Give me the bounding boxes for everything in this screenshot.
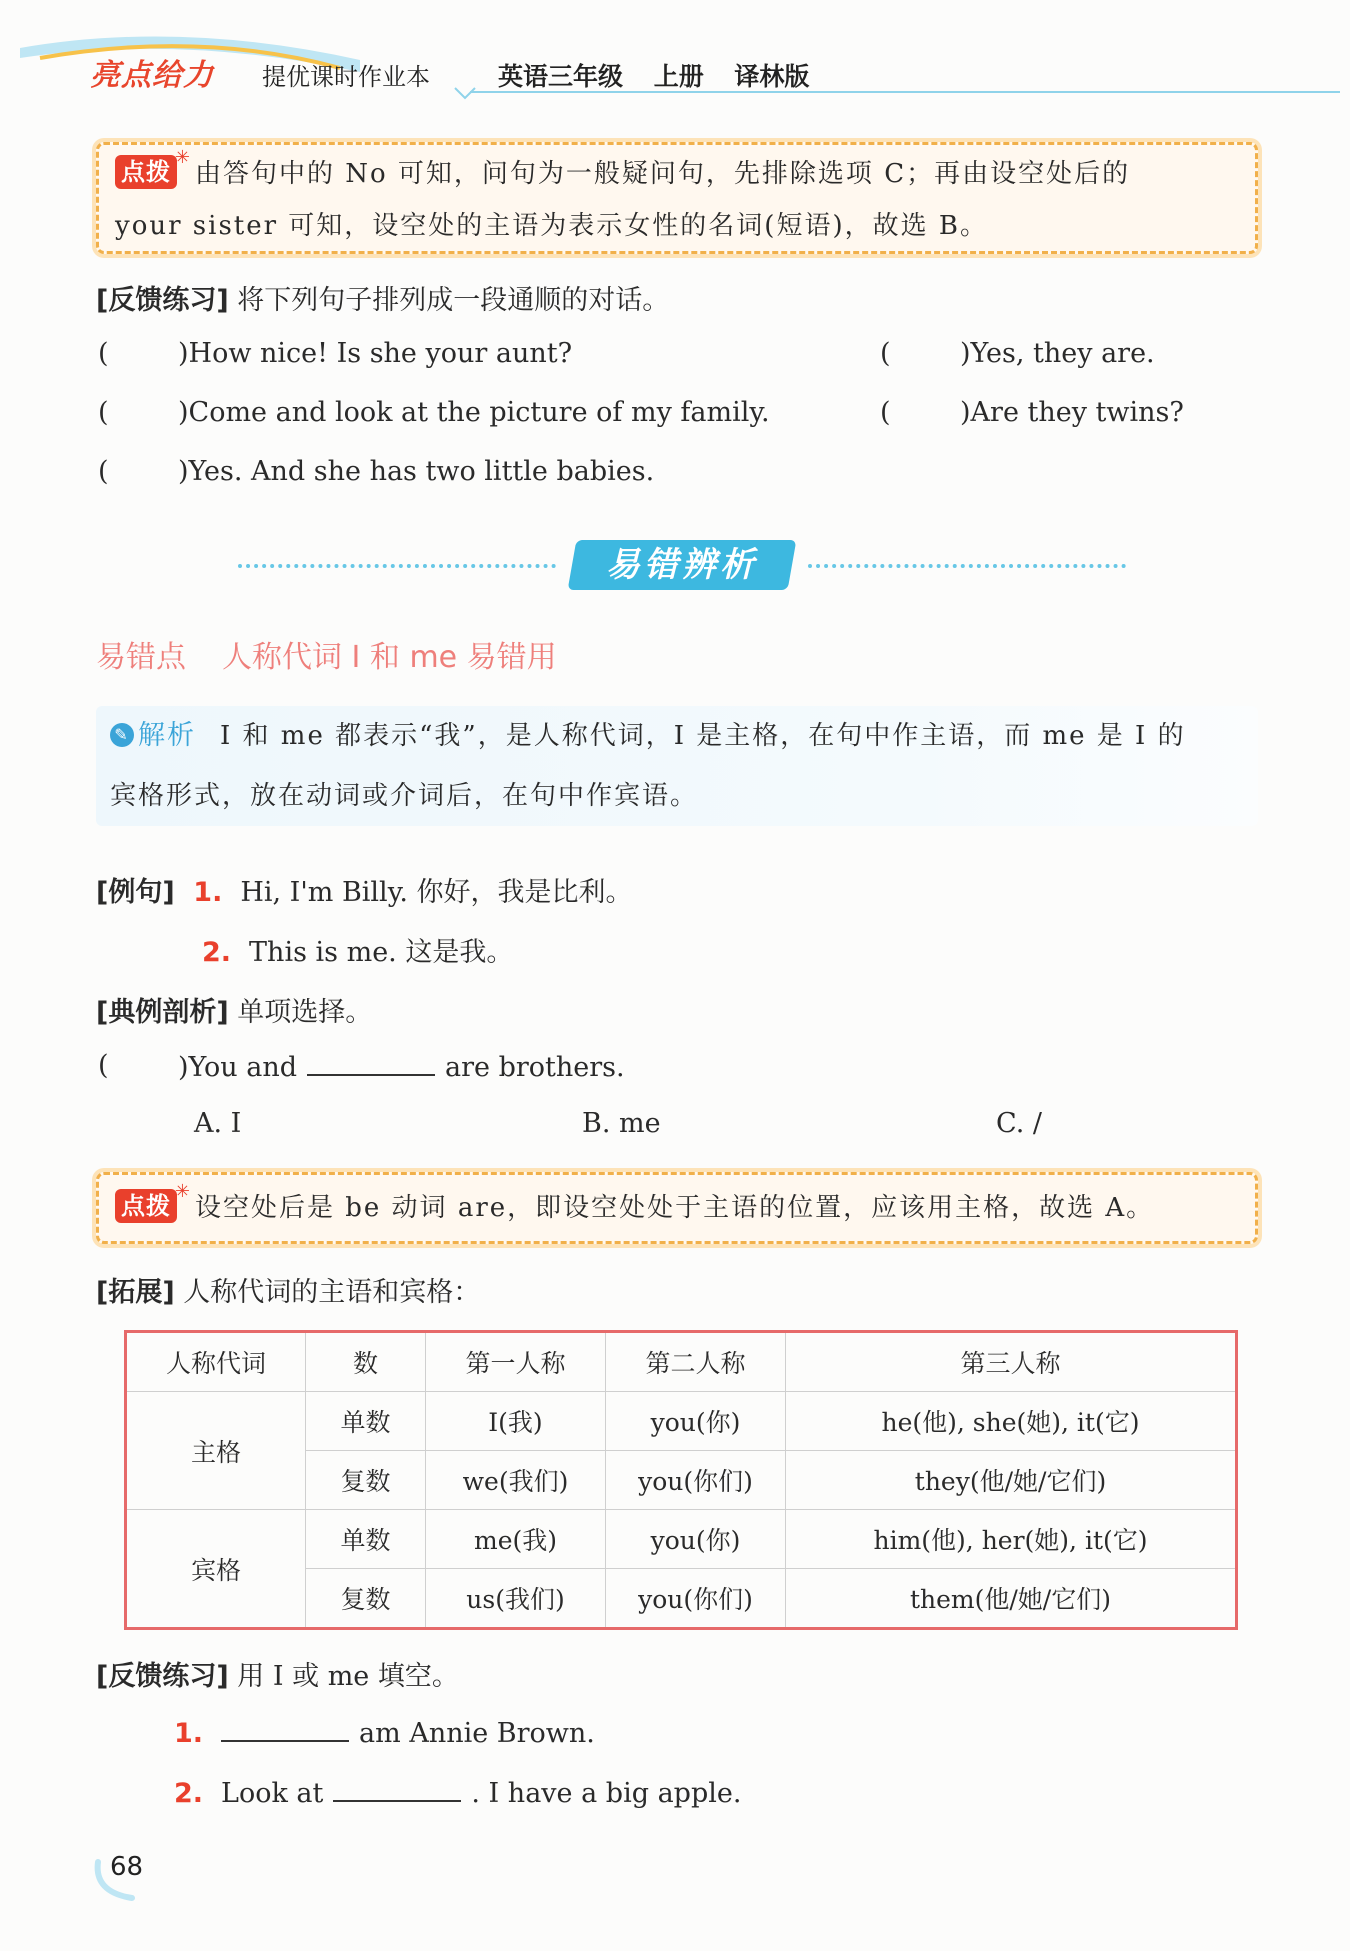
dialogue-item-5: )Yes. And she has two little babies.	[178, 456, 655, 487]
question-text-post: are brothers.	[445, 1052, 625, 1083]
example-text: This is me. 这是我。	[249, 937, 514, 968]
table-cell: I(我)	[426, 1392, 606, 1451]
error-point-title	[96, 632, 557, 676]
practice-2-heading	[96, 1654, 459, 1693]
table-header: 第三人称	[786, 1332, 1237, 1392]
analysis-text-2: 宾格形式，放在动词或介词后，在句中作宾语。	[110, 781, 699, 811]
item-number: 2.	[174, 1778, 204, 1809]
dialogue-item-2: )Yes, they are.	[960, 338, 1155, 369]
table-cell: you(你)	[606, 1392, 786, 1451]
typical-instruction: 单项选择。	[237, 997, 373, 1028]
header-subtitle: 提优课时作业本	[262, 63, 430, 91]
practice-1-heading	[96, 278, 669, 317]
answer-paren: (	[880, 338, 891, 369]
answer-paren: (	[98, 1050, 109, 1081]
answer-paren: (	[98, 397, 109, 428]
fill-text-post: am Annie Brown.	[359, 1718, 595, 1749]
tip-badge-label: 点拨	[121, 1192, 171, 1220]
table-cell: them(他/她/它们)	[786, 1569, 1237, 1629]
example-1	[96, 870, 633, 909]
example-number: 1.	[193, 877, 223, 908]
tip-badge	[115, 147, 191, 189]
table-cell: he(他), she(她), it(它)	[786, 1392, 1237, 1451]
practice-1-instruction: 将下列句子排列成一段通顺的对话。	[237, 285, 670, 316]
extension-text: 人称代词的主语和宾格：	[183, 1277, 481, 1308]
option-a: A. I	[194, 1108, 242, 1139]
dialogue-item-4: )Are they twins?	[960, 397, 1184, 428]
analysis-box	[96, 706, 1258, 826]
extension-tag: [拓展]	[96, 1277, 175, 1308]
answer-blank[interactable]	[221, 1716, 349, 1742]
analysis-label	[110, 720, 196, 751]
table-cell: us(我们)	[426, 1569, 606, 1629]
tip-box-1	[96, 142, 1258, 254]
extension-heading	[96, 1270, 480, 1309]
tip-badge	[115, 1181, 191, 1223]
table-header: 人称代词	[126, 1332, 306, 1392]
practice-1-tag: [反馈练习]	[96, 285, 229, 316]
table-row	[126, 1392, 1237, 1451]
tip-2-text: 设空处后是 be 动词 are，即设空处处于主语的位置，应该用主格，故选 A。	[195, 1193, 1155, 1223]
tip-badge-label: 点拨	[121, 158, 171, 186]
table-cell: you(你们)	[606, 1569, 786, 1629]
answer-paren: (	[98, 338, 109, 369]
sparkle-icon: ✳	[174, 147, 191, 168]
table-cell: you(你)	[606, 1510, 786, 1569]
table-header: 第一人称	[426, 1332, 606, 1392]
practice-2-tag: [反馈练习]	[96, 1661, 229, 1692]
analysis-label-text: 解析	[138, 720, 196, 751]
table-cell: 单数	[306, 1510, 426, 1569]
tip-box-2	[96, 1172, 1258, 1244]
brand-logo-text: 亮点给力	[90, 58, 214, 93]
header-grade: 英语三年级 上册 译林版	[498, 62, 810, 91]
page-number: 68	[110, 1852, 144, 1882]
typical-question	[178, 1050, 625, 1083]
pronoun-table	[124, 1330, 1238, 1630]
tip-1-text-1: 由答句中的 No 可知，问句为一般疑问句，先排除选项 C；再由设空处后的	[195, 159, 1131, 189]
table-cell: we(我们)	[426, 1451, 606, 1510]
case-label-objective: 宾格	[126, 1510, 306, 1629]
fill-text-pre: Look at	[221, 1778, 324, 1809]
table-cell: 复数	[306, 1569, 426, 1629]
analysis-text-1: I 和 me 都表示“我”，是人称代词，I 是主格，在句中作主语，而 me 是 I 的	[220, 721, 1186, 751]
table-cell: you(你们)	[606, 1451, 786, 1510]
fill-item-2	[174, 1776, 741, 1809]
tip-1-text-2: your sister 可知，设空处的主语为表示女性的名词(短语)，故选 B。	[115, 211, 988, 241]
sparkle-icon: ✳	[174, 1181, 191, 1202]
page-header	[0, 0, 1350, 110]
answer-blank[interactable]	[333, 1776, 461, 1802]
section-banner: 易错辨析	[606, 545, 758, 585]
table-header: 第二人称	[606, 1332, 786, 1392]
pen-icon: ✎	[110, 723, 134, 747]
dialogue-item-1: )How nice! Is she your aunt?	[178, 338, 573, 369]
table-cell: 复数	[306, 1451, 426, 1510]
example-number: 2.	[202, 937, 232, 968]
table-cell: 单数	[306, 1392, 426, 1451]
answer-paren: (	[880, 397, 891, 428]
case-label-nominative: 主格	[126, 1392, 306, 1510]
dotted-divider-right	[808, 564, 1126, 568]
table-cell: me(我)	[426, 1510, 606, 1569]
tip-1-line-1	[115, 145, 1241, 203]
example-2	[202, 930, 513, 969]
table-header-row	[126, 1332, 1237, 1392]
table-cell: him(他), her(她), it(它)	[786, 1510, 1237, 1569]
example-tag: [例句]	[96, 877, 175, 908]
analysis-line-1	[110, 706, 1244, 766]
error-point-label: 易错点	[96, 640, 186, 675]
typical-tag: [典例剖析]	[96, 997, 229, 1028]
answer-blank[interactable]	[307, 1050, 435, 1076]
dialogue-item-3: )Come and look at the picture of my family.	[178, 397, 770, 428]
error-point-text: 人称代词 I 和 me 易错用	[222, 640, 557, 675]
tip-2-line	[115, 1175, 1241, 1241]
fill-text-post: . I have a big apple.	[471, 1778, 742, 1809]
table-row	[126, 1510, 1237, 1569]
option-b: B. me	[582, 1108, 661, 1139]
answer-paren: (	[98, 456, 109, 487]
example-text: Hi, I'm Billy. 你好，我是比利。	[240, 877, 633, 908]
practice-2-instruction: 用 I 或 me 填空。	[237, 1661, 459, 1692]
dotted-divider-left	[238, 564, 556, 568]
question-text-pre: )You and	[178, 1052, 298, 1083]
table-header: 数	[306, 1332, 426, 1392]
item-number: 1.	[174, 1718, 204, 1749]
table-cell: they(他/她/它们)	[786, 1451, 1237, 1510]
option-c: C. /	[996, 1108, 1042, 1139]
fill-item-1	[174, 1716, 595, 1749]
typical-heading	[96, 990, 372, 1029]
